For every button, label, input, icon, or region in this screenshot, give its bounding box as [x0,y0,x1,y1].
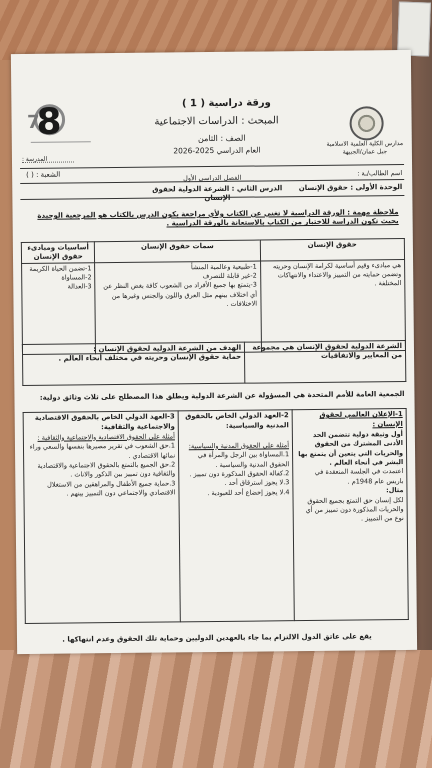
subject-label: المبحث : الدراسات الاجتماعية [154,115,279,128]
charter-goal-table [22,340,406,386]
charter-definition: الشرعة الدولية لحقوق الإنسان هي مجموعة من المعايير والاتفاقيات [252,342,403,360]
civil-example-item: 2.كفالة الحقوق المذكورة دون تمييز . [189,469,290,479]
header-divider [20,164,404,169]
note-line-2: بحيث تكون الدراسة للاختبار من الكتاب بالاستعانة بالورقة الدراسية . [166,217,399,228]
col-header-features: سمات حقوق الإنسان [95,240,260,262]
declaration-body: أول وثيقة دولية تتضمن الحد الأدنى المشترك من الحقوق والحريات التي يتعين أن يتمتع بها البشر في أنحاء العالم . [298,429,404,467]
col-header-principles: أساسيات ومبادىء حقوق الإنسان [21,242,95,263]
declaration-example: لكل إنسان حق التمتع بجميع الحقوق والحريات المذكورة دون تمييز من أي نوع من التمييز . [305,495,404,523]
rights-definition-cell [260,259,405,352]
logo-caption-line [26,141,96,143]
economic-example-item: 3.حماية جميع الأطفال والمراهقين من الاستغلال الاقتصادي والاجتماعي دون التمييز بينهم . [47,479,176,498]
civil-covenant-cell [178,410,294,622]
features-cell [95,261,261,354]
rights-definition: هي مبادىء وقيم أساسية لكرامة الإنسان وحريته وتضمن حمايته من التمييز والاعتداء والانتهاكات المختلفة . [272,260,402,288]
feature-item: 2-غير قابلة للتصرف [202,271,257,281]
civil-examples-title: أمثلة على الحقوق المدنية والسياسية: [188,440,290,450]
term-label: الفصل الدراسي الأول [183,173,242,183]
worksheet-paper [11,50,417,654]
charter-definition-cell [245,340,406,383]
declaration-adopted: اعتمدت في الجلسة المنعقدة في باريس عام 1948م . [314,467,404,486]
school-label: المدرسة : [21,155,48,164]
civil-example-item: 1.المساواة بين الرجل والمرأة في الحقوق المدنية والسياسية . [197,450,290,469]
declaration-example-title: مثال: [386,486,404,495]
grade-label: الصف : الثامن [197,133,246,144]
economic-covenant-cell [23,411,180,624]
important-note [27,208,399,231]
background-fabric [0,650,432,768]
anniversary-logo-icon [26,97,91,143]
school-seal-icon [349,106,383,140]
civil-example-item: 4.لا يجوز إخضاع أحد للعبودية . [207,488,290,497]
school-year: العام الدراسي 2025-2026 [173,145,261,156]
economic-example-item: 2.حق الجميع بالتمتع بالحقوق الاجتماعية والاقتصادية والثقافية دون تمييز بين الذكور والاناث . [37,460,176,479]
feature-item: 1-طبيعية وعالمية المنشأ [190,262,257,271]
unit-label: الوحدة الأولى : حقوق الإنسان [298,183,403,193]
economic-example-item: 1.حق الشعوب في تقرير مصيرها بنفسها والسعي وراء نمائها الاقتصادي . [29,441,176,460]
declaration-cell [292,408,408,620]
feature-item: 3-يتمتع بها جميع الأفراد من الشعوب كافة بغض النظر عن أي اختلاف بينهم مثل العرق واللون والجنس وغيرها من الاختلافات . [103,280,258,309]
lesson-label: الدرس الثاني : الشرعة الدولية لحقوق الإنسان [152,184,283,202]
school-name [326,140,404,158]
civil-covenant-title: 2-العهد الدولي الخاص بالحقوق المدنية والسياسية: [185,411,289,430]
svg-text:7: 7 [26,111,40,133]
economic-covenant-title: 3-العهد الدولي الخاص بالحقوق الاقتصادية والاجتماعية والثقافية: [34,412,175,432]
col-header-rights: حقوق الإنسان [260,239,405,261]
worksheet-title: ورقة دراسية ( 1 ) [181,97,271,110]
charter-goal-title: الهدف من الشرعة الدولية لحقوق الإنسان : [93,343,242,354]
school-field-line [22,161,74,163]
principle-item: 1-تضمن الحياة الكريمة [29,263,92,273]
footer-note: يقع على عاتق الدول الالتزام بما جاء بالعهدين الدوليين وحماية تلك الحقوق وعدم انتهاكها . [62,632,372,644]
principle-item: 2-المساواة [61,273,92,282]
human-rights-table [21,238,406,355]
principles-cell [22,262,96,354]
svg-text:8: 8 [36,101,62,143]
school-name-line1: مدارس الكلية العلمية الاسلامية [326,140,404,148]
student-name-label: اسم الطالب/ـة : [357,169,403,178]
corner-paper [397,1,431,56]
principle-item: 3-العدالة [67,282,92,291]
charter-goal-cell [22,342,245,385]
note-line-1: ملاحظة مهمة : الورقة الدراسية لا تغني عن الكتاب ولأي مراجعة يكون الدرس بالكتاب هو المرجعية الوحيدة [37,208,399,220]
civil-example-item: 3.لا يجوز استرقاق أحد . [224,478,290,488]
economic-examples-title: أمثلة على الحقوق الاقتصادية والاجتماعية والثقافية : [37,432,175,442]
declaration-title: 1-الإعلان العالمي لحقوق الإنسان : [319,410,403,429]
international-documents-table [23,408,409,624]
school-name-line2: جبل عمان/الجبيهة [342,148,388,157]
section-label: الشعبة : ( ) [26,170,61,179]
general-assembly-text: الجمعية العامة للأمم المتحدة هي المسؤولة عن الشرعة الدولية ويطلق هذا المصطلح على ثلاث وثائق دولية: [39,390,405,402]
charter-goal-text: حماية حقوق الإنسان وحريته في مختلف أنحاء العالم . [58,352,242,363]
